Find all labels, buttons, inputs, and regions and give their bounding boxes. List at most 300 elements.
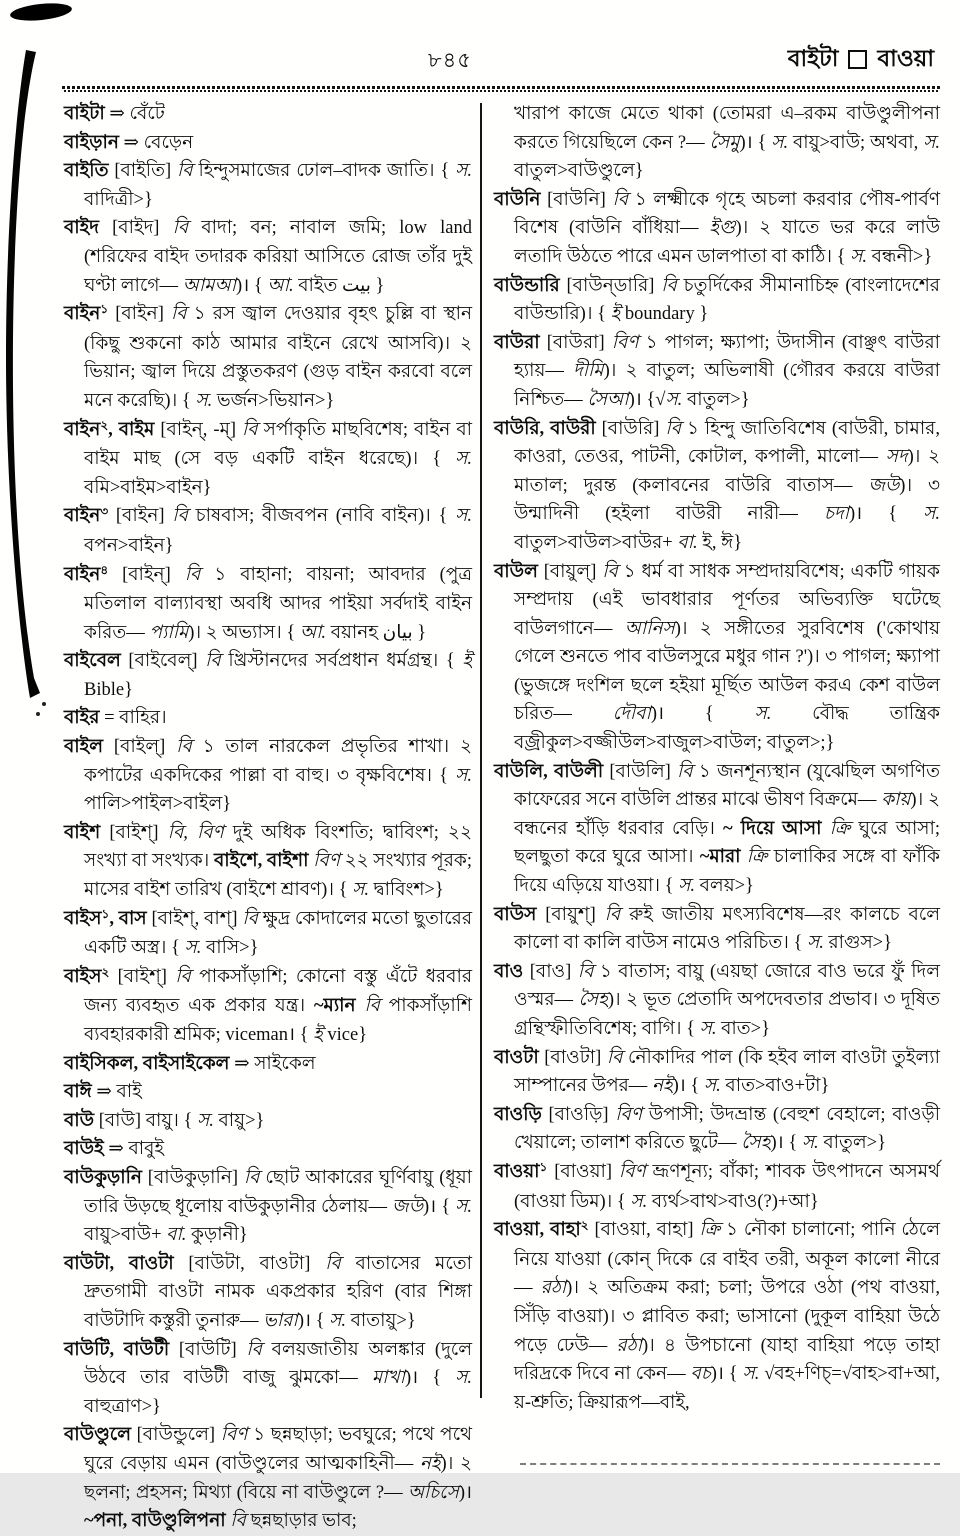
pos-label: বা. [166,1225,187,1246]
entry-text: ১ ধর্ম বা সাধক সম্প্রদায়বিশেষ; একটি গায়ক সম্প্রদায় (এই ভাবধারার পূর্ণতর অভিব্যক্তি ঘটেছে বাউলগানে— [514,561,941,639]
entry-text: চতুর্দিকের সীমানাচিহ্ন (বাংলাদেশের বাউন্ডারি)। { [514,275,940,325]
entry-text: [বায়ুশ্] [545,904,605,925]
headword: বাও [494,961,530,982]
entry-text: [বাওড়ি] [548,1104,616,1125]
pos-label: বি [246,1339,272,1360]
pos-label: বি [177,161,199,182]
pos-label: বিণ [313,851,345,872]
entry-text: √বহ+ণিচ্=√বাহ>বা+আ, য়-শ্রুতি; ক্রিয়ারূপ—বাই, [514,1364,941,1413]
entry-text: ১ পাগল; ক্ষ্যাপা; উদাসীন (বাঞ্ছৎ বাউরা হ্যায়— [514,332,940,382]
entry-text: )। ২ বন্ধনের হাঁড়ি ধরবার বেড়ি। [514,790,940,839]
entry-text: [বাউকুড়ানি] [147,1167,244,1188]
pos-label: বা. [677,532,698,553]
headword: ~ দিয়ে আসা [723,818,830,839]
entry-text: )। { [405,1368,456,1389]
pos-label: স. [703,1076,721,1097]
entry-text: )। { [710,1364,743,1385]
pos-label: বিণ [220,1425,254,1446]
pos-label: বি [172,218,202,239]
entry-text: বাসি>} [201,938,259,959]
header-rule [62,86,940,92]
dictionary-entry [64,1107,472,1136]
dictionary-entry [64,704,472,733]
scan-speck [36,712,40,716]
entry-text: ১ লক্ষ্মীকে গৃহে অচলা করবার পৌষ-পার্বণ বিশেষ (বাউনি বাঁধিয়া— [514,189,941,239]
pos-label: বি [676,761,699,782]
guide-word-right: বাওয়া [877,46,934,71]
pos-label: বি [602,561,624,582]
bottom-rule [520,1463,940,1465]
entry-text: vice} [322,1025,368,1045]
entry-text: পালি>পাইল>বাইল} [84,794,232,815]
pos-label: বি [364,996,389,1017]
headword: বাইতি [64,161,115,182]
entry-text: ⇒ বাই [96,1082,142,1103]
entry-text: [বাওয়া] [547,1161,619,1182]
entry-text: চাষবাস; বীজবপন (নাবি বাইন)। { [195,506,456,527]
entry-text: )। ৩ উন্মাদিনী (হইলা বাউরী নারী— [514,475,941,525]
guide-word-left: বাইটা [787,46,839,71]
entry-text: বমি>বাইম>বাইন} [84,477,212,498]
entry-text: বাতুল>} [818,1133,886,1154]
entry-text: [বাউরি] [601,418,666,439]
entry-text: দ্বাবিংশ>} [368,880,444,901]
headword: , বাইম [108,419,161,440]
entry-text: বায়ু>} [213,1110,265,1131]
pos-label: কায় [881,790,911,811]
entry-text: [বাইশ্, বাশ্] [151,908,243,929]
entry-text: ভর্জন>ভিয়ান>} [212,390,335,411]
entry-text: )। { [848,504,924,525]
entry-text: রাগুস>} [823,933,892,954]
headword: বাইটা [64,104,110,124]
entry-text: বাতুল>বাউণ্ডুলে} [514,161,644,182]
entry-text: বাহুত্রাণ>} [84,1396,161,1417]
entry-text: রুই জাতীয় মৎস্যবিশেষ—রং কালচে বলে কালো বা কালি বাউস নামেও পরিচিত। { [514,904,940,954]
entry-text: [বাউরা] [546,332,612,353]
pos-label: বিণ [615,1104,649,1125]
headword: বাউলি, বাউলী [494,761,610,782]
entry-text: বায়ু>বাউ+ [84,1225,167,1246]
entry-text: [বাউ] বায়ু। { [98,1110,198,1131]
entry-text: [বাওটা] [544,1047,607,1068]
pos-label: ক্রি [746,847,774,868]
pos-label: সৈআ [587,389,629,410]
dictionary-entry [64,905,472,963]
entry-text: ⇒ বেঁটে [109,104,165,124]
dictionary-entry [494,272,940,329]
entry-text: ঘুরে আসা; ছলছুতা করে ঘুরে আসা। [514,818,940,868]
entry-text: [বাইল্] [113,737,177,758]
pos-label: বিণ [618,1161,653,1182]
pos-label: বি [665,418,687,439]
headword: বাওড়ি [494,1104,549,1125]
dictionary-entry [64,1250,472,1336]
pos-label: আমআ [182,275,237,296]
entry-text: [বাইন] [108,304,171,325]
pos-label: সৈহ [578,990,608,1011]
headword: বাউল [494,561,544,582]
entry-text: [বাউলি] [609,761,677,782]
entry-text: )। ২ ভূত প্রেতাদি অপদেবতার প্রভাব। ৩ দূষিত গ্রন্থিস্ফীতিবিশেষ; বাগি। { [514,990,940,1039]
dictionary-entry [494,186,940,272]
sense-superscript: ৪ [100,562,109,577]
entry-text: বন্ধনী>} [867,246,933,267]
pos-label: বি [184,564,215,585]
scan-artifact-blob [9,1,72,23]
entry-text: উপাসী; উদভ্রান্ত (বেহুশ বেহালে; বাওড়ী খেয়ালে; তালাশ করিতে ছুটে— [514,1104,940,1154]
entry-text: ১ বাতাস; বায়ু (এয়ছা জোরে বাও ভরে ফুঁ দিল ওস্মর— [514,961,941,1011]
pos-label: ই [313,1025,323,1045]
pos-label: স. [678,876,696,897]
headword: বাউন্ডারি [494,275,567,296]
dictionary-entry [494,1044,940,1101]
entry-text: [বাউটা, বাওটা] [188,1253,326,1274]
entry-text: )। { [739,132,772,153]
entry-text: ক্ষুদ্র কোদালের মতো ছুতারের একটি অস্ত্র। { [84,908,472,959]
dictionary-entry [494,558,940,758]
pos-label: মাখা [371,1368,405,1389]
page-number: ৮৪৫ [428,48,472,72]
headword: বাউণ্ডুলে [64,1425,137,1446]
entry-text: )। ২ অভ্যাস। { [188,622,300,643]
pos-label: স. [329,1310,346,1331]
entry-text: ১ ছন্নছাড়া; ভবঘুরে; পথে পথে ঘুরে বেড়ায় এমন (বাউণ্ডুলের আত্মকাহিনী— [84,1425,473,1474]
dictionary-entry [64,1050,472,1079]
column-divider [480,103,482,1398]
entry-text: বাদা; বন; নাবাল জমি; low land (শরিফের বাইদ তদারক করিয়া আসিতে রোজ তাঁর দুই ঘণ্টা লাগে— [84,218,473,296]
headword: বাঈ [64,1082,97,1103]
pos-label: স. [850,246,868,267]
headword: বাইর [64,708,105,729]
pos-label: বি [172,506,196,527]
pos-label: অচিসে [407,1482,459,1503]
pos-label: বি [577,961,600,982]
entry-text: বলয়জাতীয় অলঙ্কার (দুলে উঠবে তার বাউটী বাজু ঝুমকো— [84,1339,473,1389]
entry-text: [বাইন্, -ম্] [160,419,243,440]
sense-superscript: ১ [101,906,110,921]
pos-label: নই [419,1453,441,1474]
dictionary-entry [64,1421,472,1535]
entry-text: Bible} [84,679,133,700]
dictionary-entry [64,214,472,300]
pos-label: স. [754,704,772,725]
pos-label: স. [195,390,213,411]
entry-text: নৌকাদির পাল (কি হইব লাল বাওটা তুইল্যা সাম্পানের উপর— [514,1047,940,1097]
entry-text: বায়ু>বাউ; অথবা, [788,132,924,153]
sense-superscript: ২ [580,1218,589,1233]
entry-text: বাতুল>বাউল>বাউর+ [514,532,678,553]
headword: বাইন [64,419,101,440]
entry-text: পাকসাঁড়াশি ব্যবহারকারী শ্রমিক; viceman। { [84,996,472,1045]
entry-text: ভ্রূণশূন্য; বাঁকা; শাবক উৎপাদনে অসমর্থ (বাওয়া ডিম)। { [514,1161,940,1212]
dictionary-entry [494,758,940,901]
pos-label: জউ [868,475,900,496]
sense-superscript: ১ [100,302,109,317]
pos-label: বি [325,1253,356,1274]
headword: বাউই [64,1139,109,1160]
entry-text: বাত>বাও+টা} [720,1076,830,1097]
sense-superscript: ২ [100,417,109,432]
pos-label: ক্রি [699,1220,727,1241]
dictionary-entry [64,157,472,214]
pos-label: আ. [299,622,327,643]
dictionary-entry [494,901,940,958]
dictionary-entry [64,561,472,648]
pos-label: বি [604,904,630,925]
entry-text: ২২ সংখ্যার পূরক; মাসের বাইশ তারিখ (বাইশে শ্রাবণ)। { [84,851,472,901]
pos-label: বি [170,304,194,325]
pos-label: রঠা [540,1278,567,1299]
entry-text: বাতুল>} [682,389,750,410]
pos-label: নই [651,1076,673,1097]
headword: বাইন [64,304,101,325]
headword: বাউটি, বাউটী [64,1339,179,1360]
headword: বাউনি [494,189,548,210]
entry-text: [বাউটি] [178,1339,247,1360]
pos-label: রঠা [616,1335,642,1356]
pos-label: সদ [885,447,908,468]
entry-text: [বাইতি] [114,161,177,182]
entry-text: বাতায়ু>} [345,1310,416,1331]
pos-label: স. [630,1191,648,1212]
headword: বাইশ [64,822,110,843]
pos-label: বি [230,1511,251,1532]
dictionary-entry [64,1336,472,1422]
pos-label: স. [455,161,472,182]
pos-label: বি [661,275,684,296]
pos-label: বি [175,966,200,987]
headword: বাইশে, বাইশা [213,851,314,872]
entry-text: )। { [672,1076,704,1097]
pos-label: দীমি [572,361,604,382]
pos-label: স. [771,132,789,153]
headword: বাইস [64,966,102,987]
entry-text: [বাউন্ডুলে] [136,1425,221,1446]
pos-label: বি [242,908,263,929]
entry-text: [বাইন] [108,506,173,527]
entry-text: ১ জনশূন্যস্থান (যুঝেছিল অগণিত কাফেরের সনে বাউলি প্রান্তর মাঝে ভীষণ বিক্রমে— [514,761,940,811]
pos-label: স. [352,880,369,901]
entry-text: পাকসাঁড়াশি; কোনো বস্তু এঁটে ধরবার জন্য ব্যবহৃত এক প্রকার যন্ত্র। [84,966,473,1017]
headword: ~ম্যান [313,996,365,1017]
headword: , বাস [109,908,152,929]
right-column [494,100,941,1413]
dictionary-entry [64,1078,472,1107]
scan-artifact-binding-bar [0,48,60,708]
dictionary-entry [64,1135,472,1164]
entry-text: ছোট আকারের ঘূর্ণিবায়ু (ধূয়া তারি উড়ছে ধূলোয় বাউকুড়ানীর ঠেলায়— [84,1167,473,1217]
headword: বাওয়া, বাহা [494,1220,581,1241]
headword: বাইস [64,908,102,929]
entry-text: বয়ানহ بيان } [326,622,427,643]
entry-text: boundary } [620,304,709,325]
entry-text: বৌদ্ধ তান্ত্রিক বজ্রীকুল>বজ্জীউল>বাজুল>বাউল; বাতুল>;} [514,704,940,754]
entry-text: বাইত بيت } [293,275,385,296]
headword: বাওটা [494,1047,545,1068]
entry-text: [বাউনি] [547,189,613,210]
pos-label: ইগু [709,218,736,239]
dictionary-entry [494,1101,940,1158]
entry-text: বপন>বাইন} [84,535,174,556]
entry-text: ⇒ বেড়েন [123,132,194,153]
entry-text: বাদিত্রী>} [84,189,153,210]
headword: বাইড়ান [64,132,124,153]
pos-label: বি [606,1047,628,1068]
dictionary-entry [494,329,940,415]
entry-text: [বাইশ্] [109,966,176,987]
pos-label: স. [923,132,940,153]
entry-text: ১ বাহানা; বায়না; আবদার (পুত্র মতিলাল বাল্যাবস্থা অবধি আদর পাইয়া সর্বদাই বাইন করিত— [84,564,472,643]
entry-text: )। ২ বাতুল; অভিলাষী (গৌরব করয়ে বাউরা নিশ্চিত— [514,361,940,410]
pos-label: বি [243,1167,266,1188]
entry-text: বলয়>} [695,876,754,897]
pos-label: প্যামি [149,622,189,643]
entry-text: )। ২ মাতাল; দুরন্ত (কলাবনের বাউরি বাতাস— [514,447,940,496]
pos-label: ক্রি [829,818,859,839]
entry-text: সর্পাকৃতি মাছবিশেষ; বাইন বা বাইম মাছ (সে বড় একটি বাইন ধরেছে)। { [84,419,472,470]
entry-text: কুড়ানী} [186,1225,248,1246]
entry-text: ই, ঈ} [697,532,743,553]
dictionary-entry [64,300,472,415]
pos-label: আ. [267,275,294,296]
left-column [64,100,473,1532]
pos-label: আনিস [624,618,675,639]
pos-label: স. [801,1133,819,1154]
pos-label: স. [197,1110,214,1131]
entry-text: [বাইশ্] [109,822,168,843]
pos-label: স. [455,449,472,470]
entry-text: )। ৪ উপচানো (যাহা বাহিয়া পড়ে তাহা দরিদ্রকে দিবে না কেন— [514,1335,940,1385]
dictionary-entry [494,415,940,558]
pos-label: স. [455,506,472,527]
pos-label: জউ [392,1196,424,1217]
pos-label: স. [807,933,824,954]
pos-label: বি [176,737,203,758]
dictionary-entry [494,958,940,1044]
entry-text: [বাইদ] [112,218,173,239]
pos-label: স. [699,1019,717,1039]
pos-label: স. [923,504,940,525]
entry-text: = বাহির। [104,708,167,729]
entry-text: [বাউন্‌ডারি] [566,275,662,296]
pos-label: বি [205,651,229,672]
headword: বাইল [64,737,114,758]
dictionary-entry [494,1158,940,1216]
dictionary-entry [64,100,472,129]
entry-text: )। { [423,1196,456,1217]
entry-text: [বাওয়া, বাহা] [588,1220,700,1241]
dictionary-entry [64,647,472,704]
entry-text: )। {√ [628,389,666,410]
entry-text: [বাইবেল্] [128,651,206,672]
entry-text: ১ রস জ্বাল দেওয়ার বৃহৎ চুল্লি বা স্থান (কিছু শুকনো কাঠ আমার বাইনে রেখে আসবি)। ২ ভিয়ান; জ্বাল দিয়ে প্রস্তুতকরণ (গুড় বাইন করবো বলে মনে করেছি)। { [84,304,472,411]
pos-label: সৈমু [709,132,740,153]
dictionary-entry [494,1216,940,1417]
dictionary-entry [64,129,472,158]
headword: বাইদ [64,218,113,239]
headword: বাউরা [494,332,547,353]
entry-text: )। { [236,275,268,296]
headword: বাইবেল [64,651,129,672]
pos-label: বিণ [611,332,646,353]
entry-text: খ্রিস্টানদের সর্বপ্রধান ধর্মগ্রন্থ। { [228,651,463,672]
dictionary-entry [494,100,940,186]
entry-text: বাত>} [716,1019,770,1039]
entry-text: খারাপ কাজে মেতে থাকা (তোমরা এ–রকম বাউণ্ডুলীপনা করতে গিয়েছিলে কেন ?— [514,104,940,153]
pos-label: বি [242,419,264,440]
entry-text: )। ২ ছলনা; প্রহসন; মিথ্যা (বিয়ে না বাউণ্ডুলে ?— [84,1453,472,1503]
headword: বাইসিকল, বাইসাইকেল [64,1053,235,1074]
entry-text: দুই অধিক বিংশতি; দ্বাবিংশ; ২২ সংখ্যা বা সংখ্যক। [84,822,472,872]
pos-label: ভারা [263,1310,298,1331]
headword: ~মারা [699,847,747,868]
dictionary-entry [64,1164,472,1250]
headword: বাউরি, বাউরী [494,418,602,439]
entry-text: চালাকির সঙ্গে বা ফাঁকি দিয়ে এড়িয়ে যাওয়া। { [514,847,940,897]
pos-label: ই [462,651,472,672]
entry-text: )। [458,1482,472,1503]
sense-superscript: ৩ [100,504,109,519]
dictionary-entry [64,502,472,560]
headword: বাউ [64,1110,99,1131]
headword: বাইন [64,564,101,585]
entry-text: ⇒ সাইকেল [234,1053,316,1074]
entry-text: [বাও] [529,961,578,982]
dictionary-body [64,100,942,1532]
pos-label: বি [612,189,635,210]
entry-text: ১ নৌকা চালানো; পানি ঠেলে নিয়ে যাওয়া (কোন্ দিকে রে বাইব তরী, অকূল কালো নীরে— [514,1220,940,1299]
entry-text: )। { [770,1133,802,1154]
headword: বাইন [64,506,101,527]
headword: বাওয়া [494,1161,540,1182]
dictionary-entry [64,733,472,819]
entry-text: [বাইন্] [108,564,185,585]
square-separator-icon [848,50,867,69]
guide-words [788,40,934,79]
pos-label: স. [455,1196,472,1217]
sense-superscript: ১ [539,1159,548,1174]
pos-label: স. [665,389,683,410]
headword: বাউটা, বাওটা [64,1253,189,1274]
entry-text: )। { [297,1310,330,1331]
pos-label: ই [610,304,621,325]
dictionary-entry [64,963,472,1050]
pos-label: স. [742,1364,760,1385]
pos-label: বচ [690,1364,711,1385]
headword: বাউকুড়ানি [64,1167,148,1188]
pos-label: স. [184,938,202,959]
pos-label: বি, বিণ [167,822,233,843]
dictionary-entry [64,416,472,503]
headword: ~পনা, বাউণ্ডুলিপনা [84,1511,231,1532]
entry-text: বাতাসের মতো দ্রুতগামী বাওটা নামক একপ্রকার হরিণ (বার শিঙ্গা বাউটাদি কস্তুরী তুনারু— [84,1253,472,1331]
entry-text: ব্যর্থ>বাথ>বাও(?)+আ} [647,1191,819,1212]
pos-label: চদা [823,504,849,525]
entry-text: হিন্দুসমাজের ঢোল–বাদক জাতি। { [198,161,456,182]
dictionary-entry [64,819,472,905]
entry-text: )। { [650,704,755,725]
pos-label: স. [455,1368,472,1389]
entry-text: ছন্নছাড়ার ভাব; [250,1511,357,1532]
entry-text: )। ২ যাতে ভর করে লাউ লতাদি উঠতে পারে এমন ডালপাতা বা কাঠি। { [514,218,940,267]
entry-text: )। ২ সঙ্গীতের সুরবিশেষ ('কোথায় গেলে শুনতে পাব বাউলসুরে মধুর গান ?')। ৩ পাগল; ক্ষ্যাপা (ভুজঙ্গে দংশিল ছলে হইয়া মূর্ছিত আউল করএ কেশ বাউল চরিত— [514,618,940,725]
pos-label: সৈহ [741,1133,771,1154]
pos-label: স. [455,765,472,786]
entry-text: ১ হিন্দু জাতিবিশেষ (বাউরী, চামার, কাওরা, তেওর, পাটনী, কোটাল, কপালী, মালো— [514,418,940,468]
pos-label: দৌবা [612,704,651,725]
entry-text: ১ তাল নারকেল প্রভৃতির শাখা। ২ কপাটের একদিকের পাল্লা বা বাহু। ৩ বৃক্ষবিশেষ। { [84,737,472,786]
